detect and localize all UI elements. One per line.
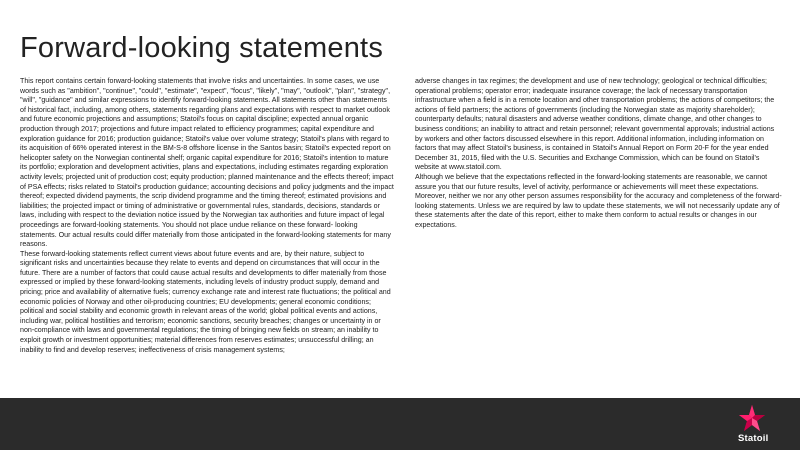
footer-bar	[0, 398, 800, 450]
left-text-column	[20, 77, 394, 355]
body-paragraph: These forward-looking statements reflect current views about future events and are, by their nature, subject to significant risks and uncertainties because they relate to events and depend on circumstances that will occur in the future. There are a number of factors that could cause actual results and developments to differ materially from those expressed or implied by these forward-looking statements, including levels of industry product supply, demand and pricing; price and availability of alternative fuels; currency exchange rate and interest rate fluctuations; the political and economic policies of Norway and other oil-producing countries; EU developments; general economic conditions; political and social stability and economic growth in relevant areas of the world; global political events and actions, including war, political hostilities and terrorism; economic sanctions, security breaches; changes or uncertainty in or non-compliance with laws and governmental regulations; the timing of bringing new fields on stream; an inability to exploit growth or investment opportunities; material differences from reserves estimates; unsuccessful drilling; an inability to find and develop reserves; ineffectiveness of crisis management systems;	[20, 249, 391, 354]
body-paragraph: This report contains certain forward-looking statements that involve risks and uncertainties. In some cases, we use words such as "ambition", "continue", "could", "estimate", "expect", "focus", "likely", "may", "outlook", "plan", "strategy", "will", "guidance" and similar expressions to identify forward-looking statements. All statements other than statements of historical fact, including, among others, statements regarding plans and expectations with respect to market outlook and future economic projections and assumptions; Statoil's focus on capital discipline; expected annual organic production through 2017; projections and future impact related to efficiency programmes; capital expenditure and exploration guidance for 2016; production guidance; Statoil's value over volume strategy; Statoil's plans with regard to its acquisition of 66% operated interest in the BM-S-8 offshore license in the Santos basin; Statoil's expected report on helicopter safety on the Norwegian continental shelf; organic capital expenditure for 2016; Statoil's intention to mature its portfolio; exploration and development activities, plans and expectations, including estimates regarding exploration activity levels; projected unit of production cost; equity production; planned maintenance and the effects thereof; impact of PSA effects; risks related to Statoil's production guidance; accounting decisions and policy judgments and the impact thereof; expected dividend payments, the scrip dividend programme and the timing thereof; estimated provisions and liabilities; the projected impact or timing of administrative or governmental rules, standards, decisions, standards or laws, including with respect to the deviation notice issued by the Norwegian tax authorities and future impact of legal proceedings are forward-looking statements. You should not place undue reliance on these forward- looking statements. Our actual results could differ materially from those anticipated in the forward-looking statements for many reasons.	[20, 77, 394, 249]
statoil-logo	[716, 402, 776, 446]
logo-wordmark: Statoil	[738, 433, 769, 444]
body-paragraph: Although we believe that the expectations reflected in the forward-looking statements are reasonable, we cannot assure you that our future results, level of activity, performance or achievements will meet these expectations. Moreover, neither we nor any other person assumes responsibility for the accuracy and completeness of the forward-looking statements. Unless we are required by law to update these statements, we will not necessarily update any of these statements after the date of this report, either to make them conform to actual results or changes in our expectations.	[415, 172, 782, 229]
star-icon	[716, 402, 776, 436]
body-paragraph: adverse changes in tax regimes; the development and use of new technology; geological or technical difficulties; operational problems; operator error; inadequate insurance coverage; the lack of necessary transportation infrastructure when a field is in a remote location and other transportation problems; the actions of competitors; the actions of field partners; the actions of governments (including the Norwegian state as majority shareholder); counterparty defaults; natural disasters and adverse weather conditions, climate change, and other changes to business conditions; an inability to attract and retain personnel; relevant governmental approvals; industrial actions by workers and other factors discussed elsewhere in this report. Additional information, including information on factors that may affect Statoil's business, is contained in Statoil's Annual Report on Form 20-F for the year ended December 31, 2015, filed with the U.S. Securities and Exchange Commission, which can be found on Statoil's website at www.statoil.com.	[415, 77, 775, 172]
right-text-column	[415, 77, 783, 231]
page-title: Forward-looking statements	[20, 32, 384, 64]
